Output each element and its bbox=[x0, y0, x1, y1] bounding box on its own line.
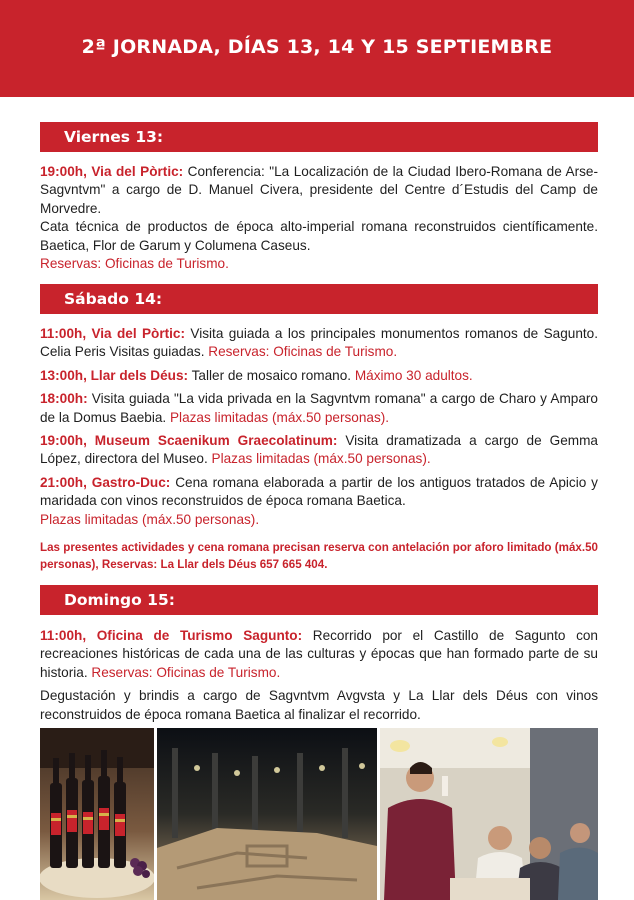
event-description: Visita dramatizada a cargo de Gemma López, directora del Museo. bbox=[40, 433, 598, 467]
saturday-event-4 bbox=[40, 432, 598, 469]
event-time: 19:00h, Via del Pòrtic: bbox=[40, 164, 184, 179]
event-time: 19:00h, Museum Scaenikum Graecolatinum: bbox=[40, 433, 338, 449]
capacity-note: Plazas limitadas (máx.50 personas). bbox=[169, 409, 390, 425]
saturday-event-5 bbox=[40, 474, 598, 529]
capacity-note: Plazas limitadas (máx.50 personas). bbox=[40, 511, 260, 527]
section-title-friday: Viernes 13: bbox=[64, 128, 164, 146]
event-description: Visita guiada "La vida privada en la Sagvntvm romana" a cargo de Charo y Amparo de la Domus Baebia. bbox=[40, 391, 598, 425]
event-description: Degustación y brindis a cargo de Sagvntvm Avgvsta y La Llar dels Déus con vinos reconstruidos de época romana Baetica al finalizar el recorrido. bbox=[40, 688, 598, 722]
saturday-event-3 bbox=[40, 390, 598, 427]
event-time: 11:00h, Oficina de Turismo Sagunto: bbox=[40, 628, 303, 643]
section-title-saturday: Sábado 14: bbox=[64, 290, 163, 308]
event-time: 13:00h, Llar dels Déus: bbox=[40, 367, 189, 383]
section-header-sunday bbox=[40, 585, 598, 615]
section-header-saturday bbox=[40, 284, 598, 314]
reservation-note: Reservas: Oficinas de Turismo. bbox=[208, 344, 398, 360]
sunday-events bbox=[40, 627, 598, 729]
capacity-note: Máximo 30 adultos. bbox=[354, 367, 473, 383]
sunday-event-2 bbox=[40, 687, 598, 724]
archaeological-site-photo bbox=[157, 728, 377, 900]
saturday-event-2 bbox=[40, 367, 598, 385]
section-header-friday bbox=[40, 122, 598, 152]
event-time: 11:00h, Via del Pòrtic: bbox=[40, 326, 186, 341]
section-title-sunday: Domingo 15: bbox=[64, 591, 175, 609]
friday-events bbox=[40, 163, 598, 278]
wine-tasting-photo bbox=[380, 728, 598, 900]
event-time: 21:00h, Gastro-Duc: bbox=[40, 474, 171, 490]
sunday-event-1 bbox=[40, 627, 598, 682]
event-description-2: Cata técnica de productos de época alto-imperial romana reconstruidos científicamente. Baetica, Flor de Garum y Columena Caseus. bbox=[40, 219, 598, 253]
saturday-events bbox=[40, 325, 598, 578]
friday-event-1 bbox=[40, 163, 598, 273]
reservation-note: Reservas: Oficinas de Turismo. bbox=[91, 664, 281, 680]
reservation-notice: Las presentes actividades y cena romana precisan reserva con antelación por aforo limitado (máx.50 personas), Reservas: La Llar dels Déus 657 665 404. bbox=[40, 541, 598, 572]
photo-strip bbox=[0, 728, 634, 900]
reservation-note: Reservas: Oficinas de Turismo. bbox=[40, 256, 229, 272]
event-description: Cena romana elaborada a partir de los antiguos tratados de Apicio y maridada con vinos reconstruidos de época romana Baetica. bbox=[40, 474, 598, 509]
event-description: Conferencia: "La Localización de la Ciudad Ibero-Romana de Arse-Sagvntvm" a cargo de D. Manuel Civera, presidente del Centre d´Estudis del Camp de Morvedre. bbox=[40, 164, 598, 216]
event-time: 18:00h: bbox=[40, 391, 88, 407]
wine-bottles-photo bbox=[40, 728, 154, 900]
capacity-note: Plazas limitadas (máx.50 personas). bbox=[211, 451, 431, 467]
event-description: Taller de mosaico romano. bbox=[188, 367, 355, 383]
event-description: Recorrido por el Castillo de Sagunto con recreaciones históricas de cada una de las culturas y épocas que han formado parte de su historia. bbox=[40, 628, 598, 680]
header-banner bbox=[0, 0, 634, 97]
saturday-event-1 bbox=[40, 325, 598, 362]
event-description: Visita guiada a los principales monumentos romanos de Sagunto. Celia Peris Visitas guiadas. bbox=[40, 326, 598, 360]
page-title: 2ª JORNADA, DÍAS 13, 14 Y 15 SEPTIEMBRE bbox=[81, 36, 553, 58]
